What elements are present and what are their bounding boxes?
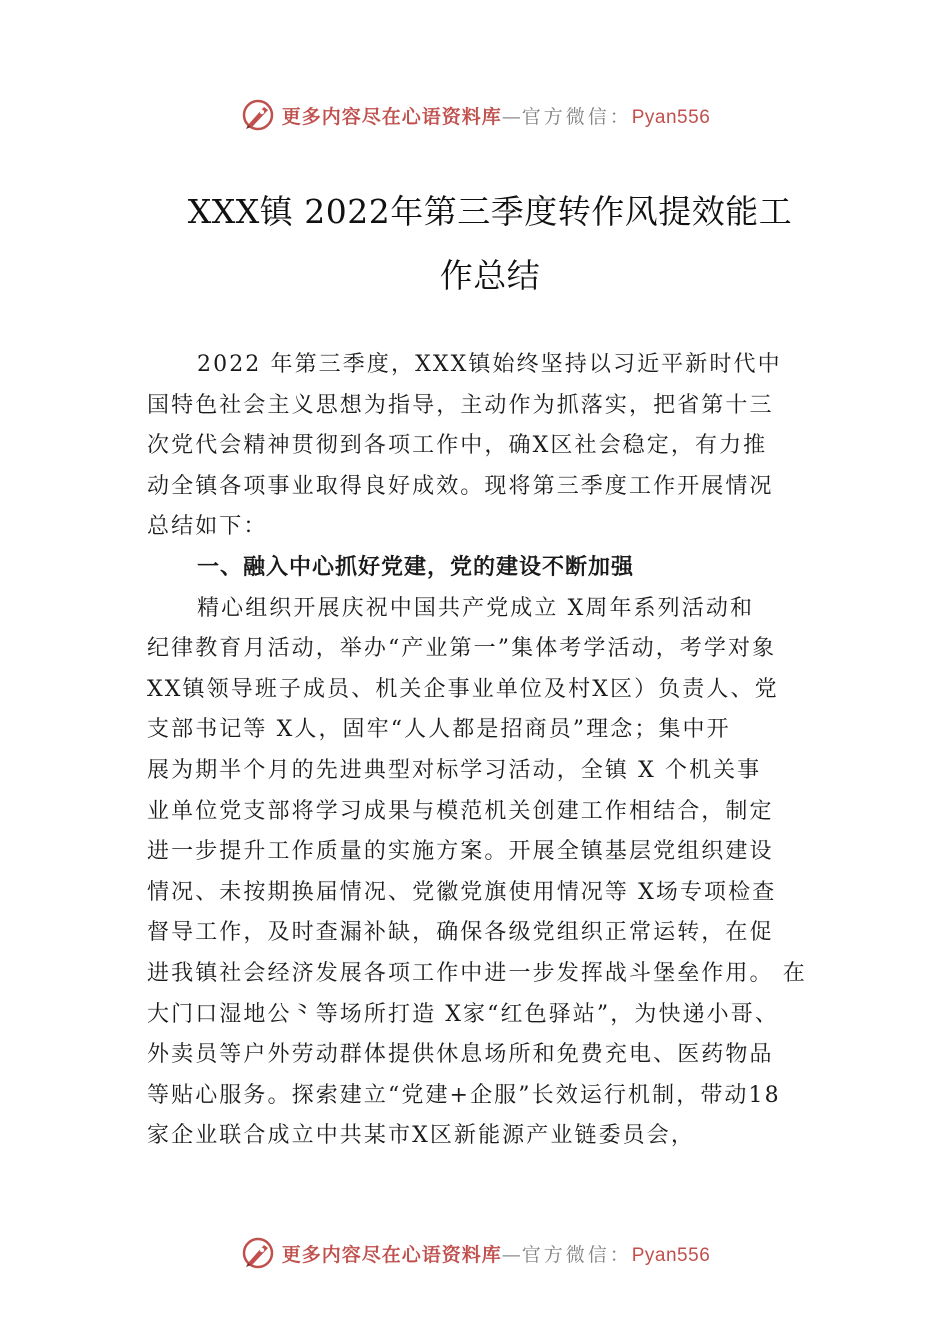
body-line: 进一步提升工作质量的实施方案。开展全镇基层党组织建设 (147, 839, 774, 865)
body-line: 督导工作，及时查漏补缺，确保各级党组织正常运转，在促 (147, 920, 774, 946)
pen-logo-icon (240, 1235, 276, 1271)
watermark-separator: — (501, 105, 522, 128)
body-line: 进我镇社会经济发展各项工作中进一步发挥战斗堡垒作用。 在 (147, 960, 807, 986)
body-line: 国特色社会主义思想为指导，主动作为抓落实，把省第十三 (147, 392, 774, 418)
body-line: 2022 年第三季度，XXX镇始终坚持以习近平新时代中 (197, 352, 782, 377)
watermark-wechat-id: Pyan556 (631, 1244, 711, 1266)
body-line: 展为期半个月的先进典型对标学习活动，全镇 X 个机关事 (147, 757, 762, 783)
watermark-brand: 更多内容尽在心语资料库 (281, 1243, 502, 1266)
body-line: 外卖员等户外劳动群体提供休息场所和免费充电、医药物品 (147, 1042, 774, 1068)
body-line: 次党代会精神贯彻到各项工作中，确X区社会稳定，有力推 (147, 433, 768, 459)
body-line: 业单位党支部将学习成果与模范机关创建工作相结合，制定 (147, 798, 774, 824)
body-line: 家企业联合成立中共某市X区新能源产业链委员会， (147, 1123, 695, 1149)
watermark-text (282, 102, 711, 129)
watermark-official-label: 官方微信： (521, 1243, 632, 1266)
body-line: 大门口湿地公⺀等场所打造 X家“红色驿站”，为快递小哥、 (147, 1001, 779, 1027)
body-line: XX镇领导班子成员、机关企事业单位及村X区）负责人、党 (147, 676, 779, 702)
watermark-official-label: 官方微信： (521, 105, 632, 128)
body-line: 情况、未按期换届情况、党徽党旗使用情况等 X场专项检查 (147, 879, 777, 905)
pen-logo-icon (240, 97, 276, 133)
body-line: 纪律教育月活动，举办“产业第一”集体考学活动，考学对象 (147, 636, 777, 662)
title-line-2: 作总结 (439, 256, 541, 295)
document-title (140, 180, 840, 308)
body-line: 等贴心服务。探索建立“党建+企服”长效运行机制，带动18 (147, 1082, 781, 1108)
footer-watermark (0, 1233, 950, 1273)
watermark-brand: 更多内容尽在心语资料库 (281, 105, 502, 128)
header-watermark (0, 95, 950, 135)
document-body (147, 345, 817, 1157)
body-line: 动全镇各项事业取得良好成效。现将第三季度工作开展情况 (147, 473, 774, 499)
watermark-text (282, 1240, 711, 1267)
title-line-1: XXX镇 2022年第三季度转作风提效能工 (187, 192, 793, 231)
body-line: 支部书记等 X人，固牢“人人都是招商员”理念；集中开 (147, 717, 731, 743)
watermark-wechat-id: Pyan556 (631, 106, 711, 128)
watermark-separator: — (501, 1243, 522, 1266)
section-heading: 一、融入中心抓好党建，党的建设不断加强 (197, 554, 635, 580)
body-line: 总结如下： (147, 514, 268, 540)
body-line: 精心组织开展庆祝中国共产党成立 X周年系列活动和 (197, 595, 755, 621)
